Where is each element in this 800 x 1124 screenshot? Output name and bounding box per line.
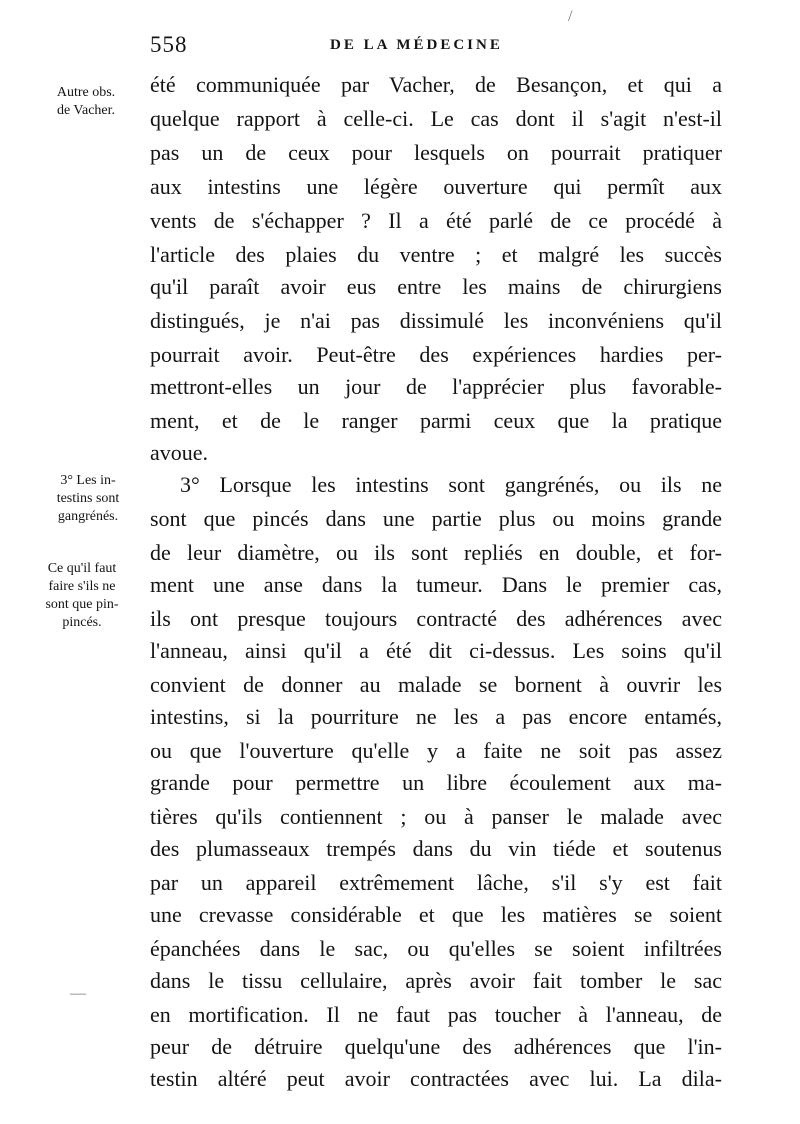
text-line: mettront-elles un jour de l'apprécier plus favorable- [150,374,722,399]
text-line: aux intestins une légère ouverture qui permît aux [150,174,722,199]
text-line: pourrait avoir. Peut-être des expériences hardies per- [150,342,722,367]
text-line: ils ont presque toujours contracté des adhérences avec [150,606,722,631]
text-line: l'article des plaies du ventre ; et malgré les succès [150,242,722,267]
text-line: tières qu'ils contiennent ; ou à panser le malade avec [150,804,722,829]
page-number: 558 [150,32,188,57]
text-line: ment, et de le ranger parmi ceux que la pratique [150,408,722,433]
text-line: intestins, si la pourriture ne les a pas encore entamés, [150,704,722,729]
stray-mark: / [568,8,573,25]
text-line: de leur diamètre, ou ils sont repliés en double, et for- [150,540,722,565]
text-line: convient de donner au malade se bornent à ouvrir les [150,672,722,697]
text-line: qu'il paraît avoir eus entre les mains de chirurgiens [150,274,722,299]
margin-note-line: gangrénés. [57,509,119,524]
stray-mark: — [70,985,86,1002]
text-line: par un appareil extrêmement lâche, s'il s'y est fait [150,870,722,895]
page-header [0,30,800,60]
margin-note-line: Ce qu'il faut [47,561,117,576]
text-line: en mortification. Il ne faut pas toucher à l'anneau, de [150,1002,722,1027]
text-line: été communiquée par Vacher, de Besançon, et qui a [150,72,722,97]
margin-note-line: testins sont [56,491,120,506]
text-line: vents de s'échapper ? Il a été parlé de ce procédé à [150,208,722,233]
text-line: 3° Lorsque les intestins sont gangrénés, ou ils ne [180,472,722,497]
margin-note-line: Autre obs. [56,85,116,100]
text-line: une crevasse considérable et que les matières se soient [150,902,722,927]
text-line: grande pour permettre un libre écoulement aux ma- [150,770,722,795]
margin-note-line: pincés. [62,615,102,630]
margin-note-line: de Vacher. [56,103,116,118]
text-line: testin altéré peut avoir contractées avec lui. La dila- [150,1066,722,1091]
text-line: ment une anse dans la tumeur. Dans le premier cas, [150,572,722,597]
text-line: l'anneau, ainsi qu'il a été dit ci-dessus. Les soins qu'il [150,638,722,663]
text-line: quelque rapport à celle-ci. Le cas dont il s'agit n'est-il [150,106,722,131]
margin-note-line: sont que pin- [45,597,119,612]
text-line: épanchées dans le sac, ou qu'elles se soient infiltrées [150,936,722,961]
text-line: dans le tissu cellulaire, après avoir fait tomber le sac [150,968,722,993]
text-line: pas un de ceux pour lesquels on pourrait pratiquer [150,140,722,165]
text-line: peur de détruire quelqu'une des adhérences que l'in- [150,1034,722,1059]
margin-note-line: faire s'ils ne [48,579,116,594]
text-line: des plumasseaux trempés dans du vin tiéde et soutenus [150,836,722,861]
text-line: avoue. [150,440,209,465]
running-title: DE LA MÉDECINE [330,37,503,53]
text-line: ou que l'ouverture qu'elle y a faite ne soit pas assez [150,738,722,763]
text-line: distingués, je n'ai pas dissimulé les inconvéniens qu'il [150,308,722,333]
text-line: sont que pincés dans une partie plus ou moins grande [150,506,722,531]
margin-note-line: 3° Les in- [60,473,116,488]
